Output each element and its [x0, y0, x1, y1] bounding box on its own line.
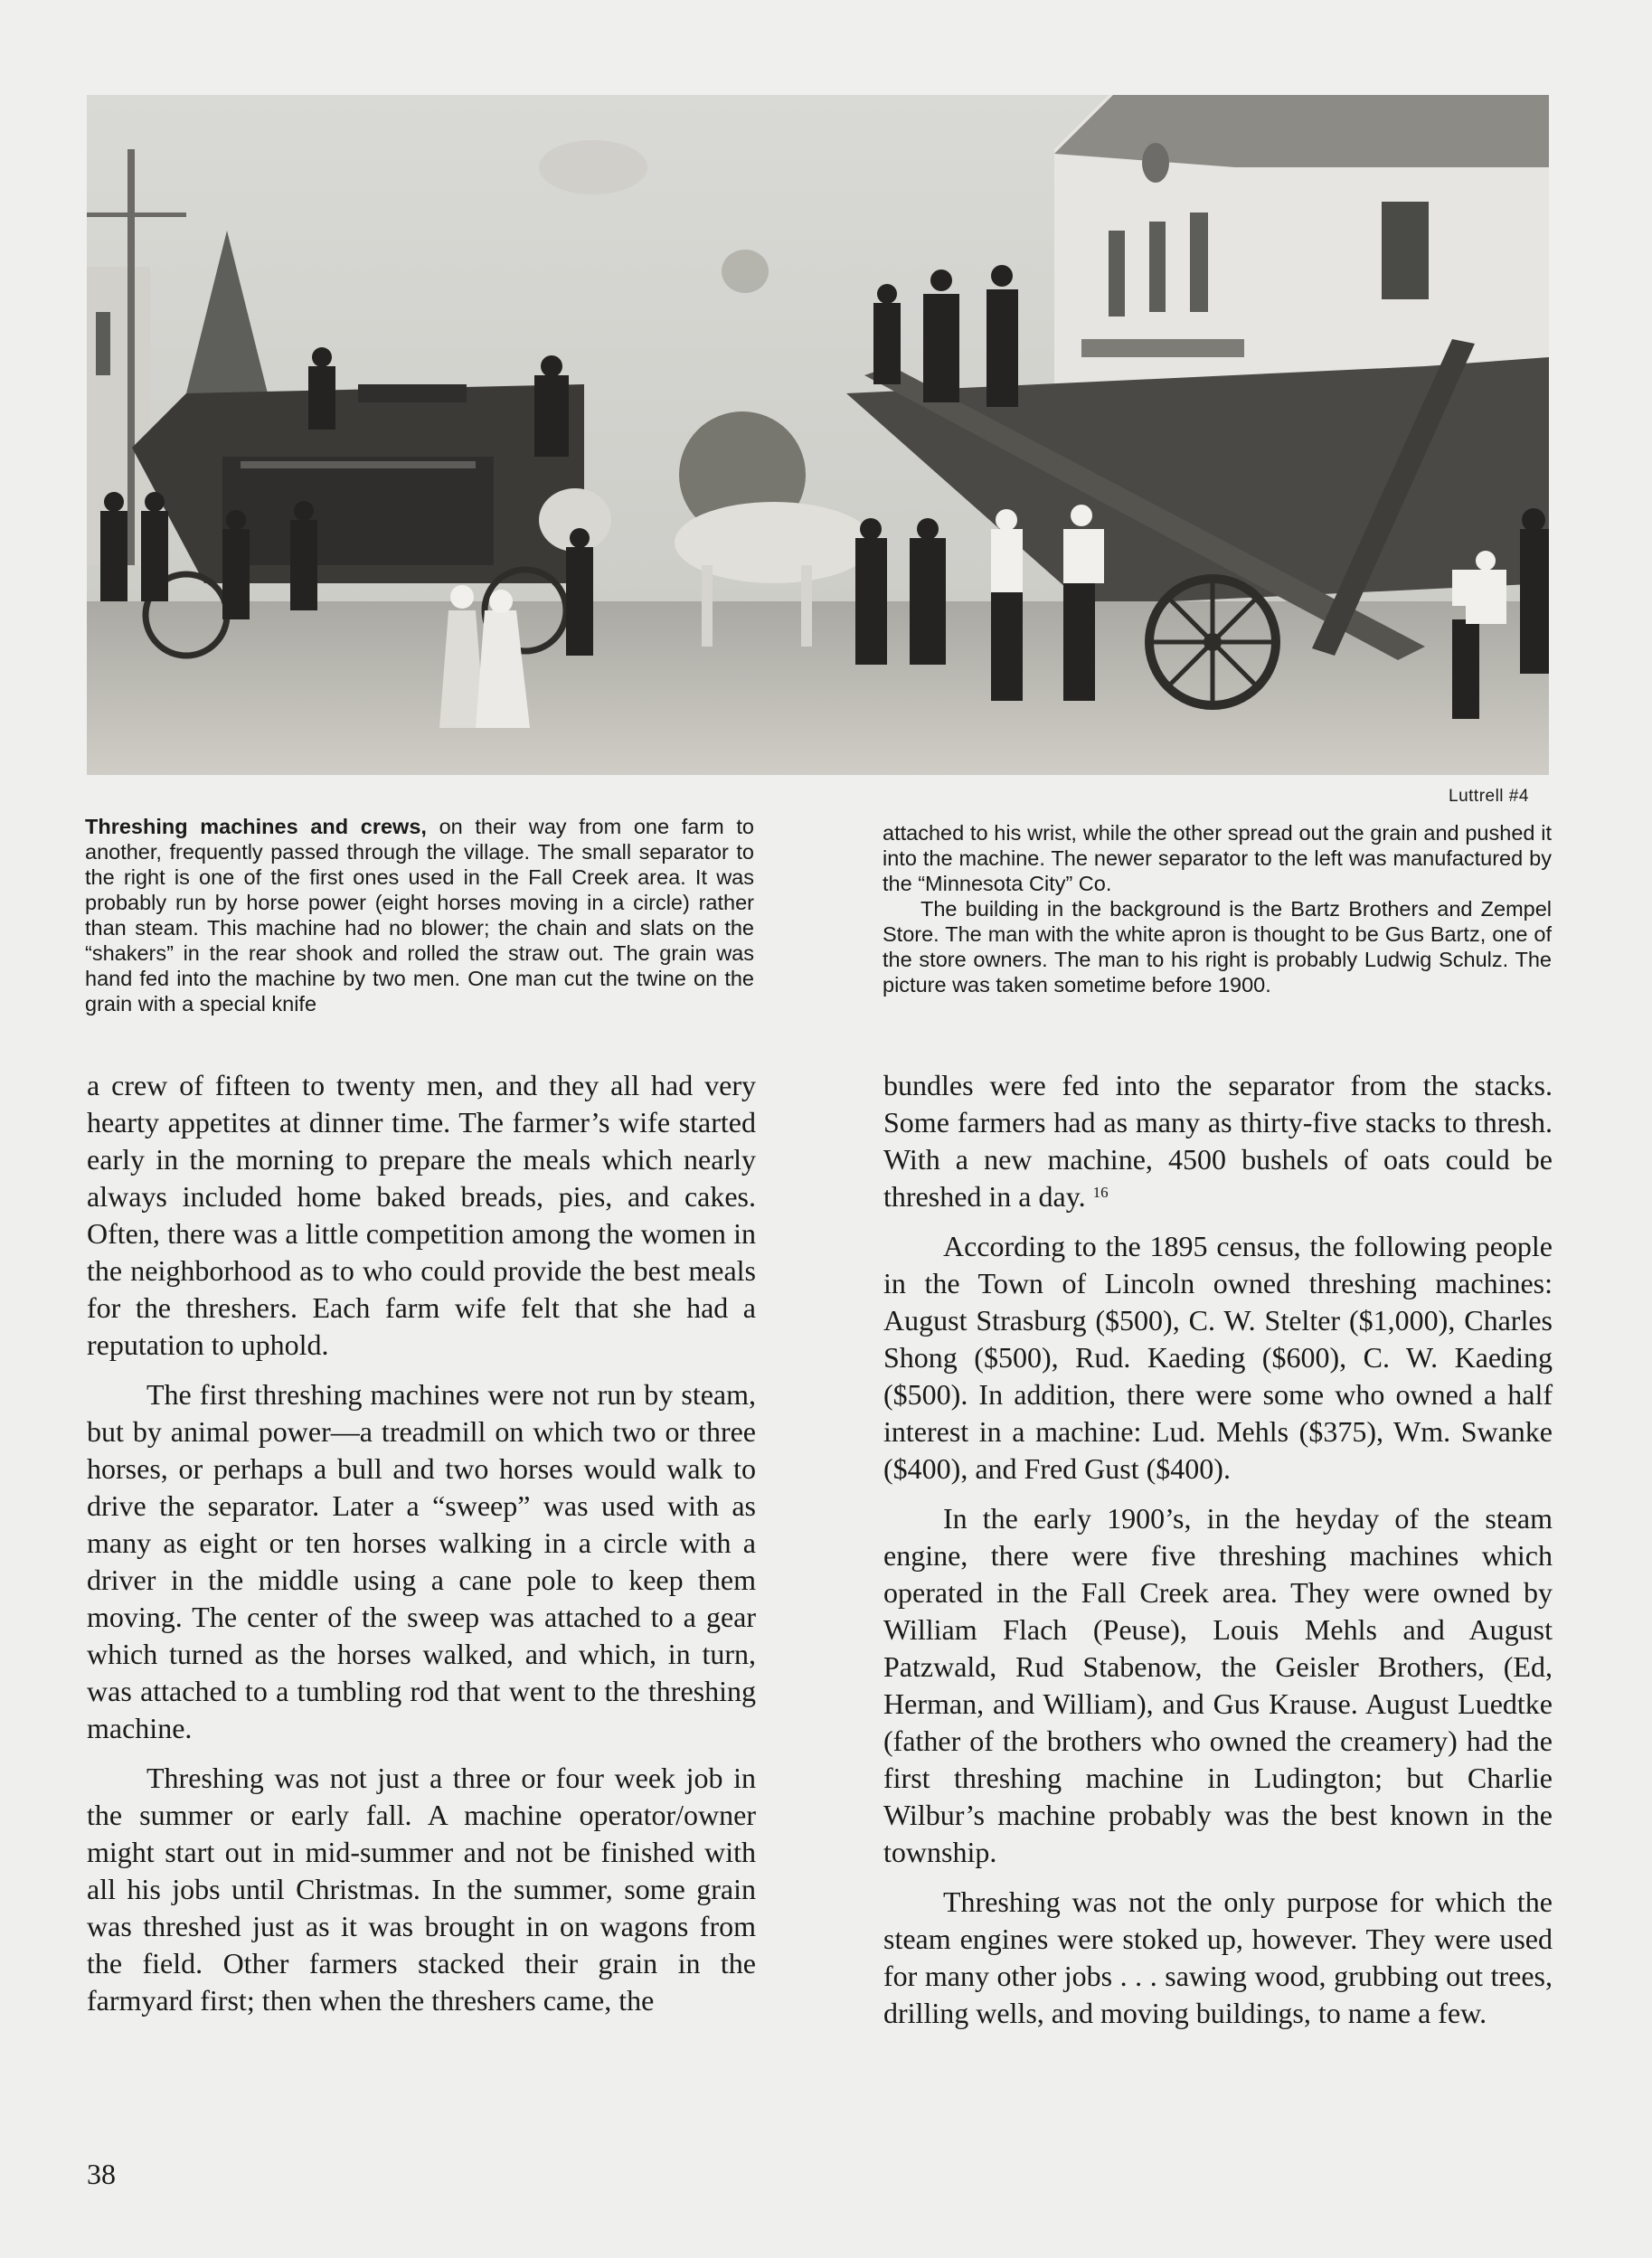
body-paragraph: According to the 1895 census, the following people in the Town of Lincoln owned threshing machines: August Strasburg ($500), C. W. Stelter ($1,000), Charles Shong ($500), Rud. Kaeding ($600), C. W. Kaeding ($500). In addition, there were some who owned a half interest in a machine: Lud. Mehls ($375), Wm. Swanke ($400), and Fred Gust ($400).	[883, 1230, 1553, 1485]
footnote-marker: 16	[1092, 1184, 1109, 1201]
page-number: 38	[87, 2158, 116, 2190]
caption-lead: Threshing machines and crews,	[85, 815, 427, 838]
body-paragraph	[883, 1067, 1553, 1215]
caption-right-p2: The building in the background is the Bartz Brothers and Zempel Store. The man with the white apron is thought to be Gus Bartz, one of the store owners. The man to his right is probably Ludwig Schulz. The picture was taken sometime before 1900.	[883, 897, 1552, 997]
caption-left-text: on their way from one farm to another, frequently passed through the village. The small separator to the right is one of the first ones used in the Fall Creek area. It was probably run by horse power (eight horses moving in a circle) rather than steam. This machine had no blower; the chain and slats on the “shakers” in the rear shook and rolled the straw out. The grain was hand fed into the machine by two men. One man cut the twine on the grain with a special knife	[85, 815, 754, 1016]
photo-caption-right	[883, 820, 1552, 997]
photo-credit: Luttrell #4	[1449, 787, 1529, 806]
caption-right-p1: attached to his wrist, while the other spread out the grain and pushed it into the machine. The newer separator to the left was manufactured by the “Minnesota City” Co.	[883, 821, 1552, 895]
body-paragraph: Threshing was not just a three or four week job in the summer or early fall. A machine operator/owner might start out in mid-summer and not be finished with all his jobs until Christmas. In the summer, some grain was threshed just as it was brought in on wagons from the field. Other farmers stacked their grain in the farmyard first; then when the threshers came, the	[87, 1762, 756, 2017]
body-paragraph: Threshing was not the only purpose for which the steam engines were stoked up, however. They were used for many other jobs . . . sawing wood, grubbing out trees, drilling wells, and moving buildings, to name a few.	[883, 1885, 1553, 2029]
body-paragraph: In the early 1900’s, in the heyday of the steam engine, there were five threshing machines which operated in the Fall Creek area. They were owned by William Flach (Peuse), Louis Mehls and August Patzwald, Rud Stabenow, the Geisler Brothers, (Ed, Herman, and William), and Gus Krause. August Luedtke (father of the brothers who owned the creamery) had the first threshing machine in Ludington; but Charlie Wilbur’s machine probably was the best known in the township.	[883, 1502, 1553, 1868]
body-paragraph: The first threshing machines were not run by steam, but by animal power—a treadmill on which two or three horses, or perhaps a bull and two horses would walk to drive the separator. Later a “sweep” was used with as many as eight or ten horses walking in a circle with a driver in the middle using a cane pole to keep them moving. The center of the sweep was attached to a gear which turned as the horses walked, and which, in turn, was attached to a tumbling rod that went to the threshing machine.	[87, 1378, 756, 1744]
body-column-left	[87, 1067, 756, 2019]
body-column-right	[883, 1067, 1553, 2032]
body-paragraph: a crew of fifteen to twenty men, and they all had very hearty appetites at dinner time. The farmer’s wife started early in the morning to prepare the meals which nearly always included home baked breads, pies, and cakes. Often, there was a little competition among the women in the neighborhood as to who could provide the best meals for the threshers. Each farm wife felt that she had a reputation to uphold.	[87, 1069, 756, 1361]
body-paragraph-text: bundles were fed into the separator from the stacks. Some farmers had as many as thirty-five stacks to thresh. With a new machine, 4500 bushels of oats could be threshed in a day.	[883, 1069, 1553, 1213]
photo-caption-left	[85, 814, 754, 1016]
threshing-photo	[87, 95, 1549, 775]
